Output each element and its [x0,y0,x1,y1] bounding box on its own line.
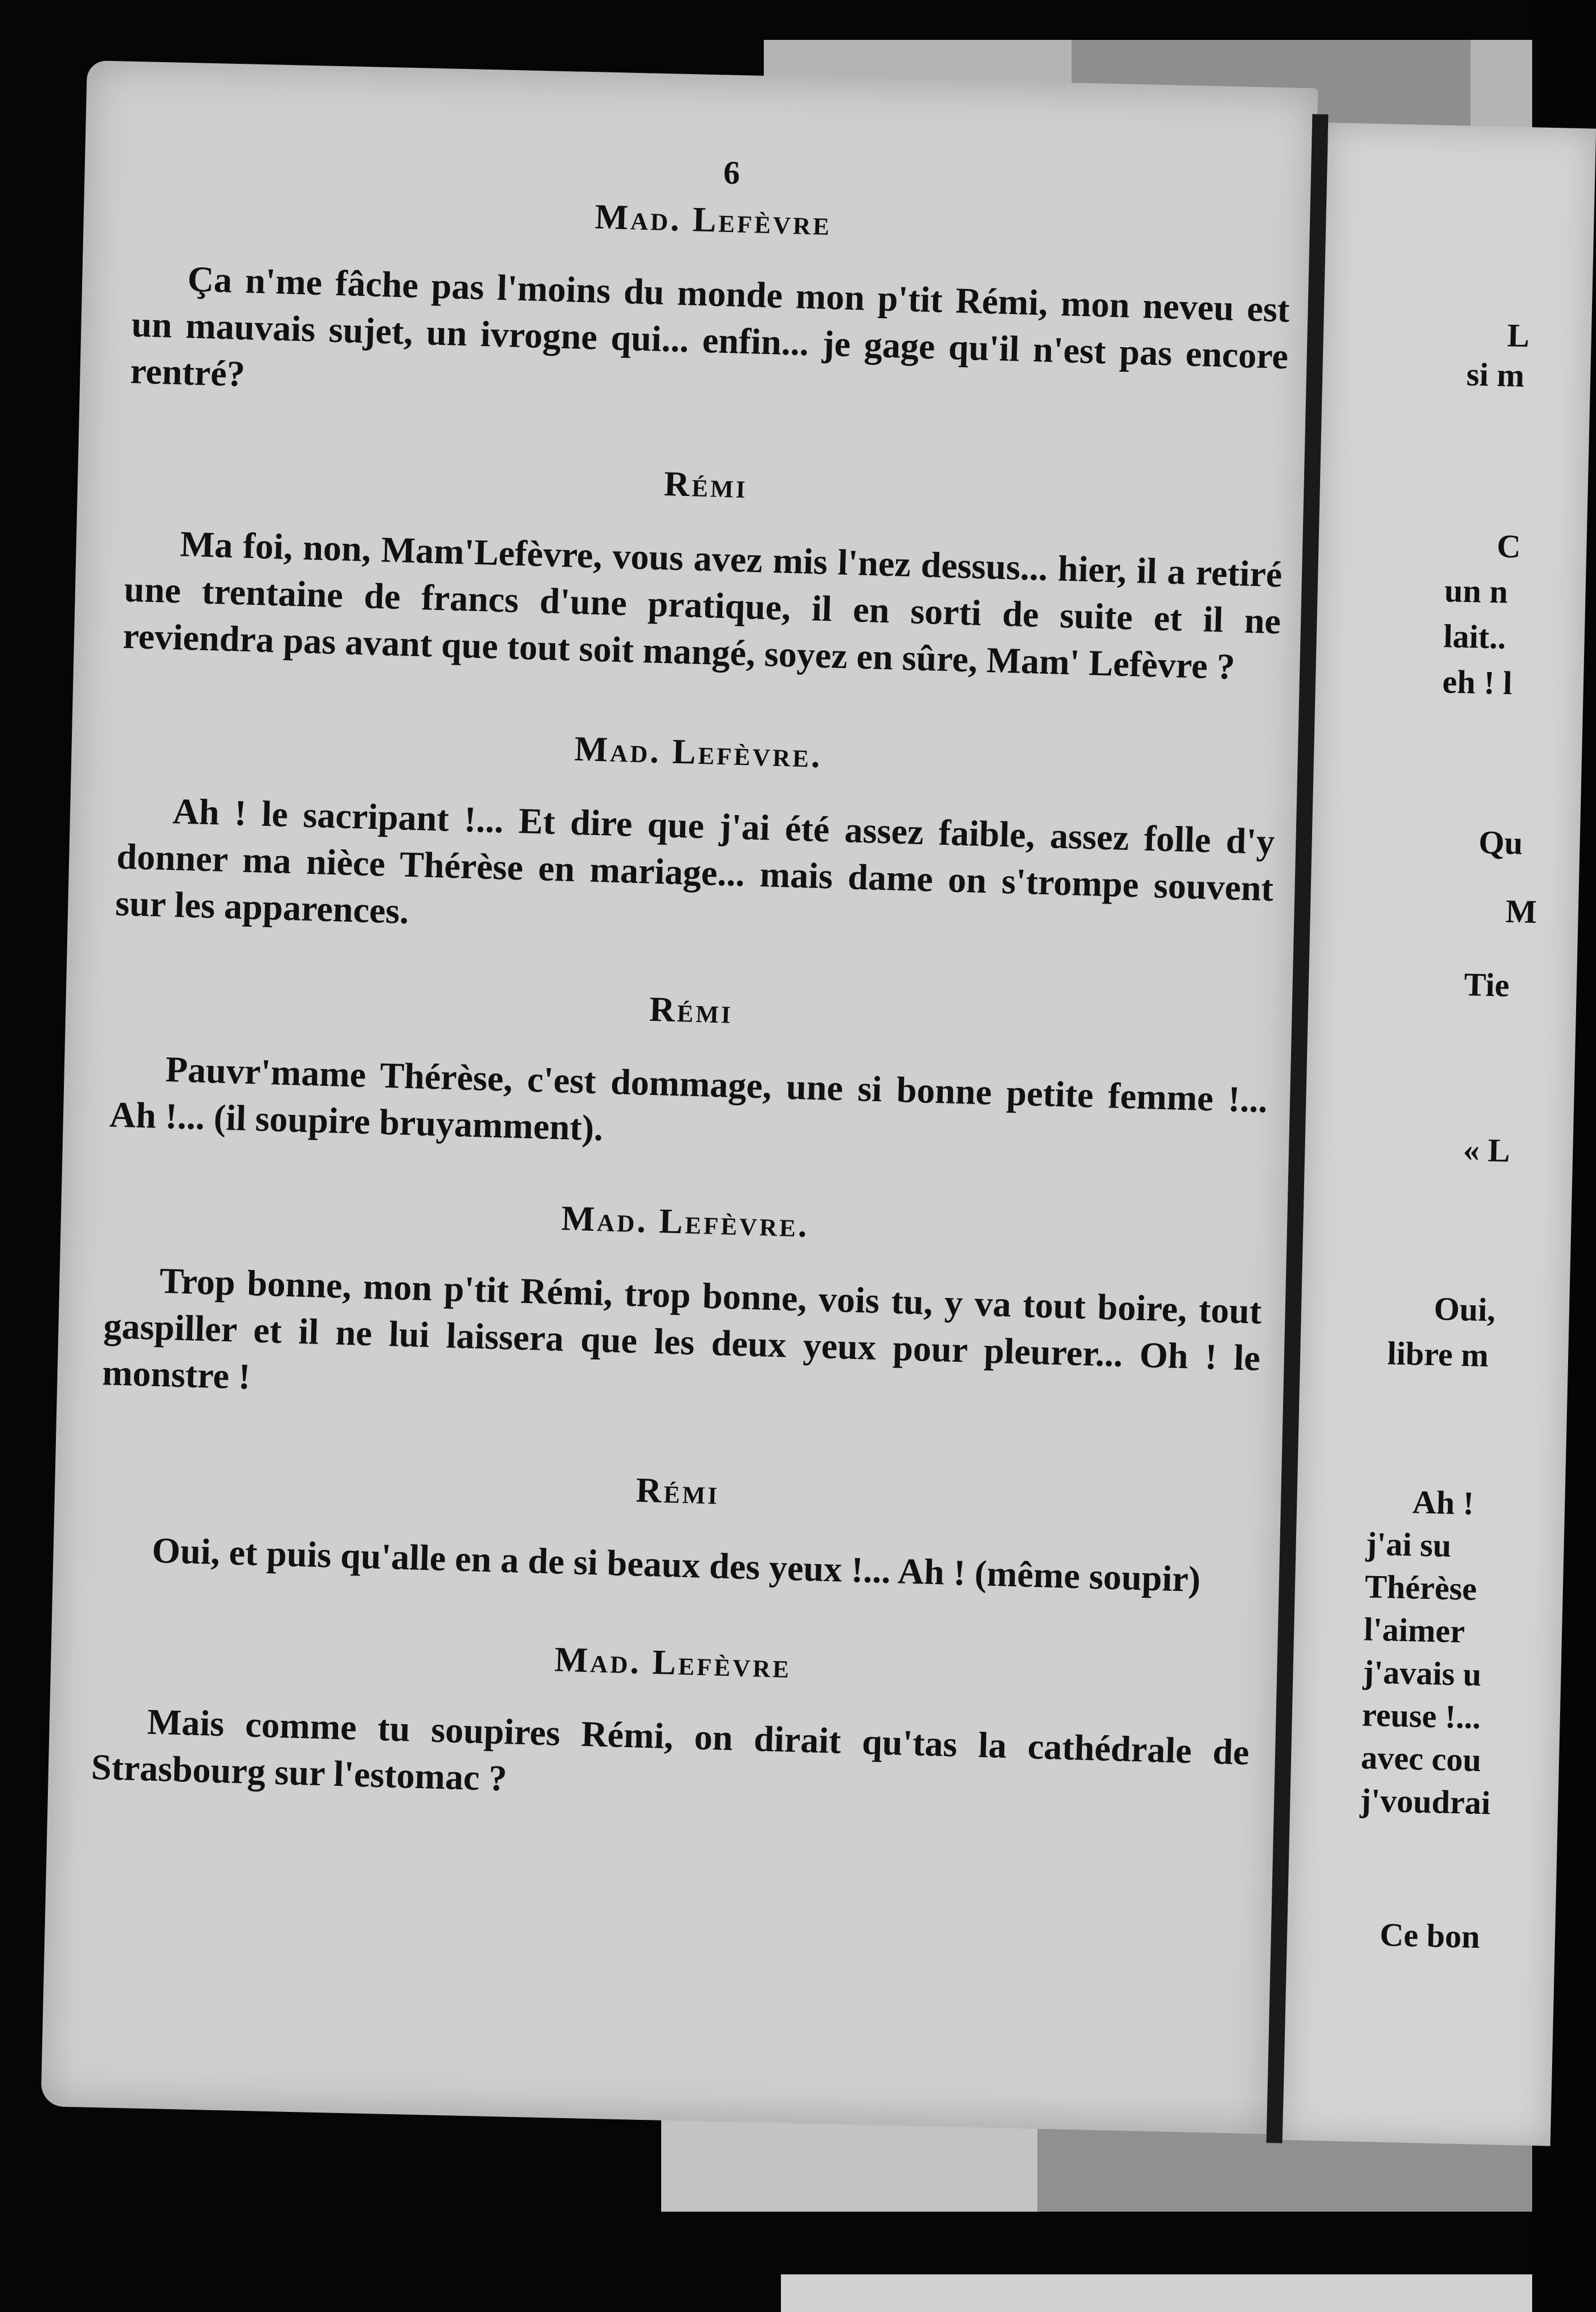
fragment: j'avais u [1362,1653,1482,1694]
speaker-name: Rémi [649,990,734,1031]
fragment: si m [1466,355,1525,394]
dialogue-line: Ma foi, non, Mam'Lefèvre, vous avez mis l'nez dessus... hier, il a retiré une trentaine de francs d'une pratique, il en sorti de suite et il ne reviendra pas avant que tout soit mangé, soyez en sûre, Mam' Lefèvre ? [122,523,1283,687]
speaker-name: Mad. Lefèvre. [560,1199,810,1245]
background-paper-bottom [781,2274,1532,2312]
dialogue-line: Ça n'me fâche pas l'moins du monde mon p'tit Rémi, mon neveu est un mauvais sujet, un ivrogne qui... enfin... je gage qu'il n'est pas encore rentré? [129,258,1290,394]
page-number: 6 [723,153,741,192]
fragment: Oui, [1433,1290,1496,1329]
speaker-name: Mad. Lefèvre [594,197,832,243]
fragment: Thérèse [1364,1568,1477,1607]
speaker-name: Rémi [635,1471,720,1512]
speaker-name: Mad. Lefèvre. [573,729,823,775]
fragment: reuse !... [1361,1696,1481,1736]
fragment: « L [1463,1131,1510,1169]
dialogue-line: Mais comme tu soupires Rémi, on dirait qu'tas la cathédrale de Strasbourg sur l'estomac ? [91,1701,1250,1799]
dialogue-line: Trop bonne, mon p'tit Rémi, trop bonne, vois tu, y va tout boire, tout gaspiller et il ne lui laissera que les deux yeux pour pleurer... Oh ! le monstre ! [101,1260,1263,1397]
left-page-text [91,137,1293,1823]
fragment: C [1496,527,1521,565]
fragment: avec cou [1361,1739,1482,1779]
right-page [1282,123,1596,2146]
fragment: lait.. [1443,617,1507,656]
fragment: j'voudrai [1359,1781,1491,1822]
speaker-name: Mad. Lefèvre [554,1640,792,1686]
fragment: un n [1444,572,1509,610]
dialogue-line: Pauvr'mame Thérèse, c'est dommage, une si bonne petite femme !... Ah !... (il soupire bruyamment). [109,1049,1268,1149]
dialogue-line: Oui, et puis qu'alle en a de si beaux des yeux !... Ah ! (même soupir) [151,1529,1202,1600]
fragment: L [1507,316,1530,355]
fragment: l'aimer [1363,1610,1465,1650]
fragment: j'ai su [1365,1525,1452,1564]
fragment: Tie [1463,966,1510,1004]
fragment: Ah ! [1412,1483,1475,1522]
fragment: M [1505,892,1537,930]
fragment: libre m [1387,1334,1489,1374]
fragment: Ce bon [1379,1916,1481,1956]
fragment: eh ! l [1442,663,1513,702]
fragment: Qu [1478,823,1524,862]
dialogue-line: Ah ! le sacripant !... Et dire que j'ai été assez faible, assez folle d'y donner ma nièce Thérèse en mariage... mais dame on s'trompe souvent sur les apparences. [115,791,1276,931]
speaker-name: Rémi [663,465,748,506]
